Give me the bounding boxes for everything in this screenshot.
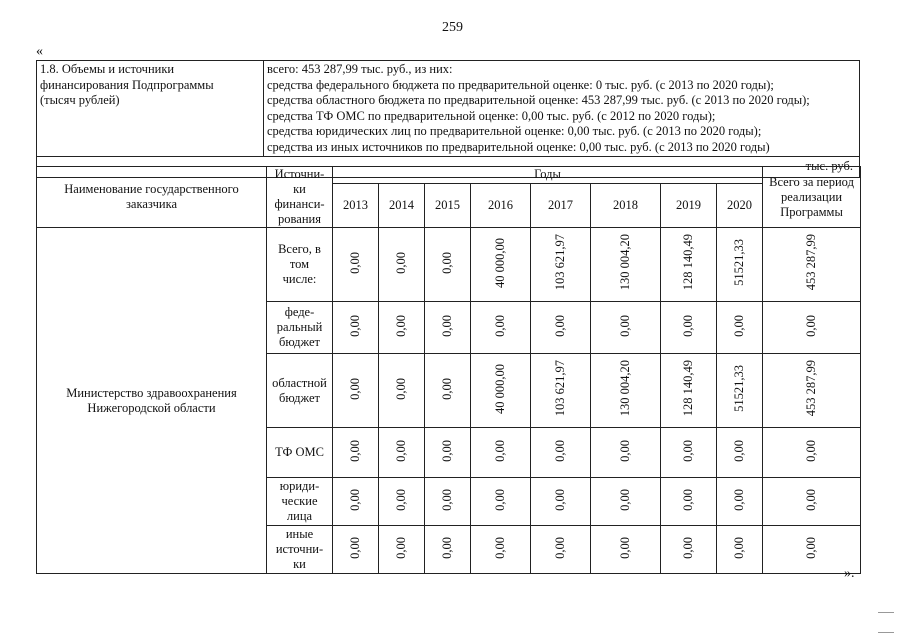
total-cell: 453 287,99 bbox=[763, 354, 861, 428]
summary-line: всего: 453 287,99 тыс. руб., из них: bbox=[267, 62, 453, 76]
value-cell: 0,00 bbox=[471, 478, 531, 526]
summary-line: средства федерального бюджета по предварительной оценке: 0 тыс. руб. (с 2013 по 2020 годы); bbox=[267, 77, 774, 92]
value-cell: 128 140,49 bbox=[661, 228, 717, 302]
value-cell: 0,00 bbox=[591, 526, 661, 574]
summary-label-line: (тысяч рублей) bbox=[40, 93, 120, 107]
source-cell: ТФ ОМС bbox=[267, 428, 333, 478]
value-cell: 0,00 bbox=[379, 478, 425, 526]
header-total: Всего за период реализации Программы bbox=[763, 167, 861, 228]
value-cell: 0,00 bbox=[717, 302, 763, 354]
page-number: 259 bbox=[442, 20, 463, 35]
value-cell: 51521,33 bbox=[717, 228, 763, 302]
total-cell: 0,00 bbox=[763, 302, 861, 354]
value-cell: 0,00 bbox=[379, 526, 425, 574]
value-cell: 0,00 bbox=[425, 354, 471, 428]
summary-label-line: 1.8. Объемы и источники bbox=[40, 62, 175, 76]
value-cell: 0,00 bbox=[333, 228, 379, 302]
value-cell: 0,00 bbox=[333, 428, 379, 478]
value-cell: 0,00 bbox=[531, 302, 591, 354]
total-cell: 0,00 bbox=[763, 526, 861, 574]
table-row bbox=[37, 228, 861, 302]
value-cell: 0,00 bbox=[471, 526, 531, 574]
value-cell: 0,00 bbox=[425, 302, 471, 354]
value-cell: 0,00 bbox=[333, 302, 379, 354]
source-cell: юриди- ческие лица bbox=[267, 478, 333, 526]
value-cell: 0,00 bbox=[379, 428, 425, 478]
scan-mark bbox=[878, 632, 894, 633]
header-customer: Наименование государственного заказчика bbox=[37, 167, 267, 228]
value-cell: 0,00 bbox=[379, 302, 425, 354]
source-cell: иные источни- ки bbox=[267, 526, 333, 574]
header-year: 2020 bbox=[717, 183, 763, 227]
header-source: Источни- ки финанси- рования bbox=[267, 167, 333, 228]
value-cell: 51521,33 bbox=[717, 354, 763, 428]
summary-line: средства юридических лиц по предварительной оценке: 0,00 тыс. руб. (с 2013 по 2020 годы); bbox=[267, 124, 762, 138]
value-cell: 128 140,49 bbox=[661, 354, 717, 428]
source-cell: Всего, в том числе: bbox=[267, 228, 333, 302]
total-cell: 453 287,99 bbox=[763, 228, 861, 302]
value-cell: 0,00 bbox=[333, 526, 379, 574]
value-cell: 0,00 bbox=[379, 354, 425, 428]
value-cell: 0,00 bbox=[661, 302, 717, 354]
summary-line: средства ТФ ОМС по предварительной оценке: 0,00 тыс. руб. (с 2012 по 2020 годы); bbox=[267, 108, 716, 123]
header-year: 2016 bbox=[471, 183, 531, 227]
source-cell: областной бюджет bbox=[267, 354, 333, 428]
value-cell: 0,00 bbox=[591, 478, 661, 526]
value-cell: 0,00 bbox=[717, 526, 763, 574]
value-cell: 40 000,00 bbox=[471, 228, 531, 302]
value-cell: 0,00 bbox=[717, 428, 763, 478]
value-cell: 0,00 bbox=[591, 428, 661, 478]
value-cell: 0,00 bbox=[531, 526, 591, 574]
value-cell: 40 000,00 bbox=[471, 354, 531, 428]
value-cell: 0,00 bbox=[531, 428, 591, 478]
summary-text-cell bbox=[264, 61, 860, 157]
value-cell: 0,00 bbox=[425, 478, 471, 526]
value-cell: 130 004,20 bbox=[591, 354, 661, 428]
header-year: 2018 bbox=[591, 183, 661, 227]
summary-label-cell bbox=[37, 61, 264, 157]
value-cell: 130 004,20 bbox=[591, 228, 661, 302]
opening-quote: « bbox=[36, 44, 43, 59]
closing-quote: ». bbox=[844, 566, 855, 581]
total-cell: 0,00 bbox=[763, 428, 861, 478]
summary-label-line: финансирования Подпрограммы bbox=[40, 77, 214, 92]
value-cell: 0,00 bbox=[333, 354, 379, 428]
value-cell: 103 621,97 bbox=[531, 354, 591, 428]
total-cell: 0,00 bbox=[763, 478, 861, 526]
value-cell: 0,00 bbox=[661, 478, 717, 526]
value-cell: 103 621,97 bbox=[531, 228, 591, 302]
customer-name-cell: Министерство здравоохранения Нижегородской области bbox=[37, 228, 267, 574]
header-year: 2017 bbox=[531, 183, 591, 227]
value-cell: 0,00 bbox=[471, 302, 531, 354]
value-cell: 0,00 bbox=[379, 228, 425, 302]
financing-summary-table bbox=[36, 60, 860, 178]
summary-line: средства областного бюджета по предварительной оценке: 453 287,99 тыс. руб. (с 2013 по 2020 годы); bbox=[267, 93, 810, 107]
value-cell: 0,00 bbox=[661, 428, 717, 478]
summary-line: средства из иных источников по предварительной оценке: 0,00 тыс. руб. (с 2013 по 2020 годы) bbox=[267, 139, 770, 154]
scan-mark bbox=[878, 612, 894, 613]
value-cell: 0,00 bbox=[591, 302, 661, 354]
value-cell: 0,00 bbox=[425, 526, 471, 574]
value-cell: 0,00 bbox=[661, 526, 717, 574]
financing-by-year-table bbox=[36, 166, 861, 574]
value-cell: 0,00 bbox=[425, 428, 471, 478]
value-cell: 0,00 bbox=[471, 428, 531, 478]
header-year: 2019 bbox=[661, 183, 717, 227]
value-cell: 0,00 bbox=[717, 478, 763, 526]
header-years-label: Годы bbox=[333, 167, 763, 184]
header-year: 2013 bbox=[333, 183, 379, 227]
source-cell: феде- ральный бюджет bbox=[267, 302, 333, 354]
value-cell: 0,00 bbox=[333, 478, 379, 526]
value-cell: 0,00 bbox=[531, 478, 591, 526]
header-year: 2014 bbox=[379, 183, 425, 227]
value-cell: 0,00 bbox=[425, 228, 471, 302]
unit-label: тыс. руб. bbox=[37, 157, 860, 178]
header-year: 2015 bbox=[425, 183, 471, 227]
